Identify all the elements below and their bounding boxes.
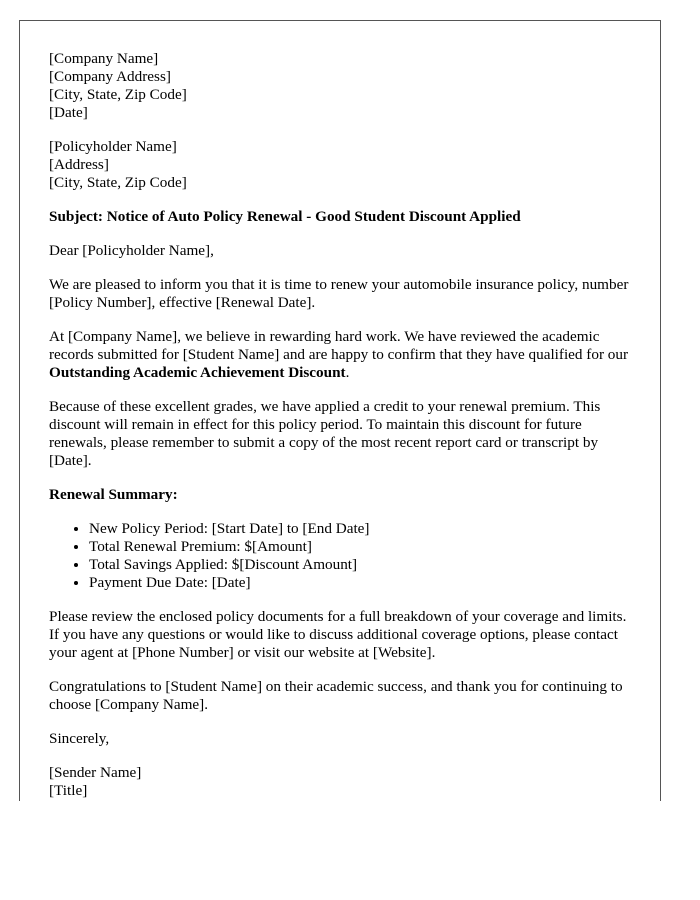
letter-date: [Date] [49, 104, 88, 121]
signature-block [49, 764, 639, 800]
recipient-city-state-zip: [City, State, Zip Code] [49, 174, 187, 191]
paragraph-discount-text: At [Company Name], we believe in rewarding hard work. We have reviewed the academic records submitted for [Student Name] and are happy to confirm that they have qualified for our [49, 328, 629, 363]
salutation: Dear [Policyholder Name], [49, 242, 214, 259]
paragraph-renewal-notice: We are pleased to inform you that it is time to renew your automobile insurance policy, number [Policy Number], effective [Renewal Date]. [49, 276, 629, 311]
sender-name: [Sender Name] [49, 764, 142, 781]
discount-name: Outstanding Academic Achievement Discount [49, 364, 346, 381]
summary-item-due-date: • Payment Due Date: [Date] [89, 574, 639, 592]
paragraph-discount-end: . [345, 364, 350, 381]
subject-line: Subject: Notice of Auto Policy Renewal - Good Student Discount Applied [49, 208, 521, 225]
summary-item-savings: • Total Savings Applied: $[Discount Amount] [89, 556, 639, 574]
paragraph-review-documents: Please review the enclosed policy documents for a full breakdown of your coverage and limits. If you have any questions or would like to discuss additional coverage options, please contact your agent at [Phone Number] or visit our website at [Website]. [49, 608, 627, 661]
letter-page [19, 20, 661, 801]
sender-title: [Title] [49, 782, 88, 799]
letter-content [49, 50, 639, 800]
sender-address-block [49, 50, 639, 122]
recipient-name: [Policyholder Name] [49, 138, 177, 155]
renewal-summary-heading: Renewal Summary: [49, 486, 178, 503]
sender-city-state-zip: [City, State, Zip Code] [49, 86, 187, 103]
paragraph-congratulations: Congratulations to [Student Name] on their academic success, and thank you for continuing to choose [Company Name]. [49, 678, 623, 713]
renewal-summary-list [49, 520, 639, 592]
sender-company-name: [Company Name] [49, 50, 159, 67]
closing: Sincerely, [49, 730, 110, 747]
paragraph-discount-maintenance: Because of these excellent grades, we have applied a credit to your renewal premium. This discount will remain in effect for this policy period. To maintain this discount for future renewals, please remember to submit a copy of the most recent report card or transcript by [Date]. [49, 398, 601, 469]
summary-item-renewal-premium: • Total Renewal Premium: $[Amount] [89, 538, 639, 556]
paragraph-discount-qualification [49, 328, 639, 382]
sender-company-address: [Company Address] [49, 68, 171, 85]
summary-item-policy-period: • New Policy Period: [Start Date] to [End Date] [89, 520, 639, 538]
recipient-address-block [49, 138, 639, 192]
recipient-address: [Address] [49, 156, 109, 173]
